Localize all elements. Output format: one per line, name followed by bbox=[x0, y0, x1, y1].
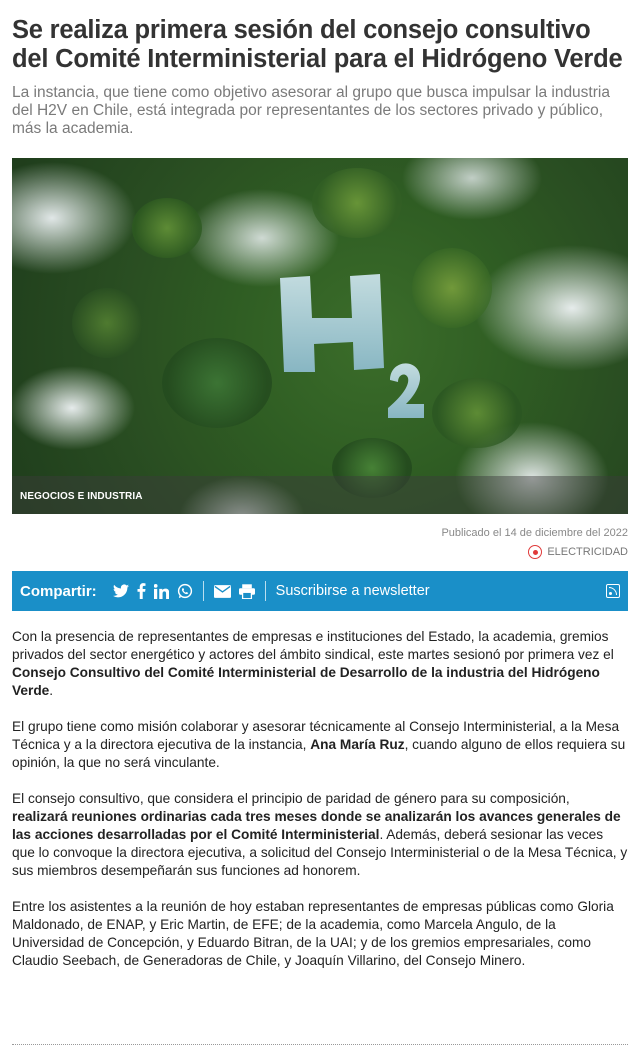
whatsapp-icon[interactable] bbox=[177, 581, 193, 601]
paragraph-4: Entre los asistentes a la reunión de hoy estaban representantes de empresas públicas como Gloria Maldonado, de ENAP, y Eric Martin, de EFE; de la academia, como Marcela Angulo, de la Universidad de Concepción, y Eduardo Bitran, de la UAI; y de los gremios empresariales, como Claudio Seebach, de Generadoras de Chile, y Joaquín Villarino, del Consejo Minero. bbox=[12, 899, 614, 968]
facebook-icon[interactable] bbox=[137, 581, 146, 601]
hero-category-label[interactable]: NEGOCIOS E INDUSTRIA bbox=[20, 491, 143, 502]
article-title: Se realiza primera sesión del consejo consultivo del Comité Interministerial para el Hidrógeno Verde bbox=[12, 16, 623, 73]
linkedin-icon[interactable] bbox=[154, 581, 169, 601]
email-icon[interactable] bbox=[214, 581, 231, 601]
category-dot-icon bbox=[528, 545, 542, 559]
share-divider-2 bbox=[265, 581, 266, 601]
newsletter-link[interactable]: Suscribirse a newsletter bbox=[275, 583, 430, 599]
share-divider bbox=[203, 581, 204, 601]
share-label: Compartir: bbox=[20, 582, 97, 600]
share-bar bbox=[12, 571, 628, 611]
paragraph-1: Con la presencia de representantes de empresas e instituciones del Estado, la academia, gremios privados del sector energético y actores del ámbito sindical, este martes sesionó por primera vez el Consejo Consultivo del Comité Interministerial de Desarrollo de la industria del Hidrógeno Verde. bbox=[12, 629, 614, 698]
h2-lake-icon bbox=[12, 158, 628, 514]
category-tag[interactable] bbox=[12, 545, 628, 559]
paragraph-3: El consejo consultivo, que considera el principio de paridad de género para su composición, realizará reuniones ordinarias cada tres meses donde se analizarán los avances generales de las acciones desarrolladas por el Comité Interministerial. Además, deberá sesionar las veces que lo convoque la directora ejecutiva, a solicitud del Consejo Interministerial o de la Mesa Técnica, y sus miembros desempeñarán sus funciones ad honorem. bbox=[12, 791, 628, 878]
twitter-icon[interactable] bbox=[113, 581, 129, 601]
publish-date: Publicado el 14 de diciembre del 2022 bbox=[441, 527, 628, 539]
print-icon[interactable] bbox=[239, 581, 255, 601]
paragraph-2: El grupo tiene como misión colaborar y asesorar técnicamente al Consejo Interministerial, a la Mesa Técnica y a la directora ejecutiva de la instancia, Ana María Ruz, cuando alguno de ellos requiera su opinión, la que no será vinculante. bbox=[12, 719, 626, 770]
category-label: ELECTRICIDAD bbox=[547, 546, 628, 558]
article-body bbox=[12, 628, 628, 970]
article-end-divider bbox=[12, 1044, 628, 1045]
hero-image[interactable] bbox=[12, 158, 628, 514]
article-deck: La instancia, que tiene como objetivo asesorar al grupo que busca impulsar la industria del H2V en Chile, está integrada por representantes de los sectores privado y público, más la academia. bbox=[12, 84, 610, 137]
rss-icon[interactable] bbox=[606, 584, 620, 598]
